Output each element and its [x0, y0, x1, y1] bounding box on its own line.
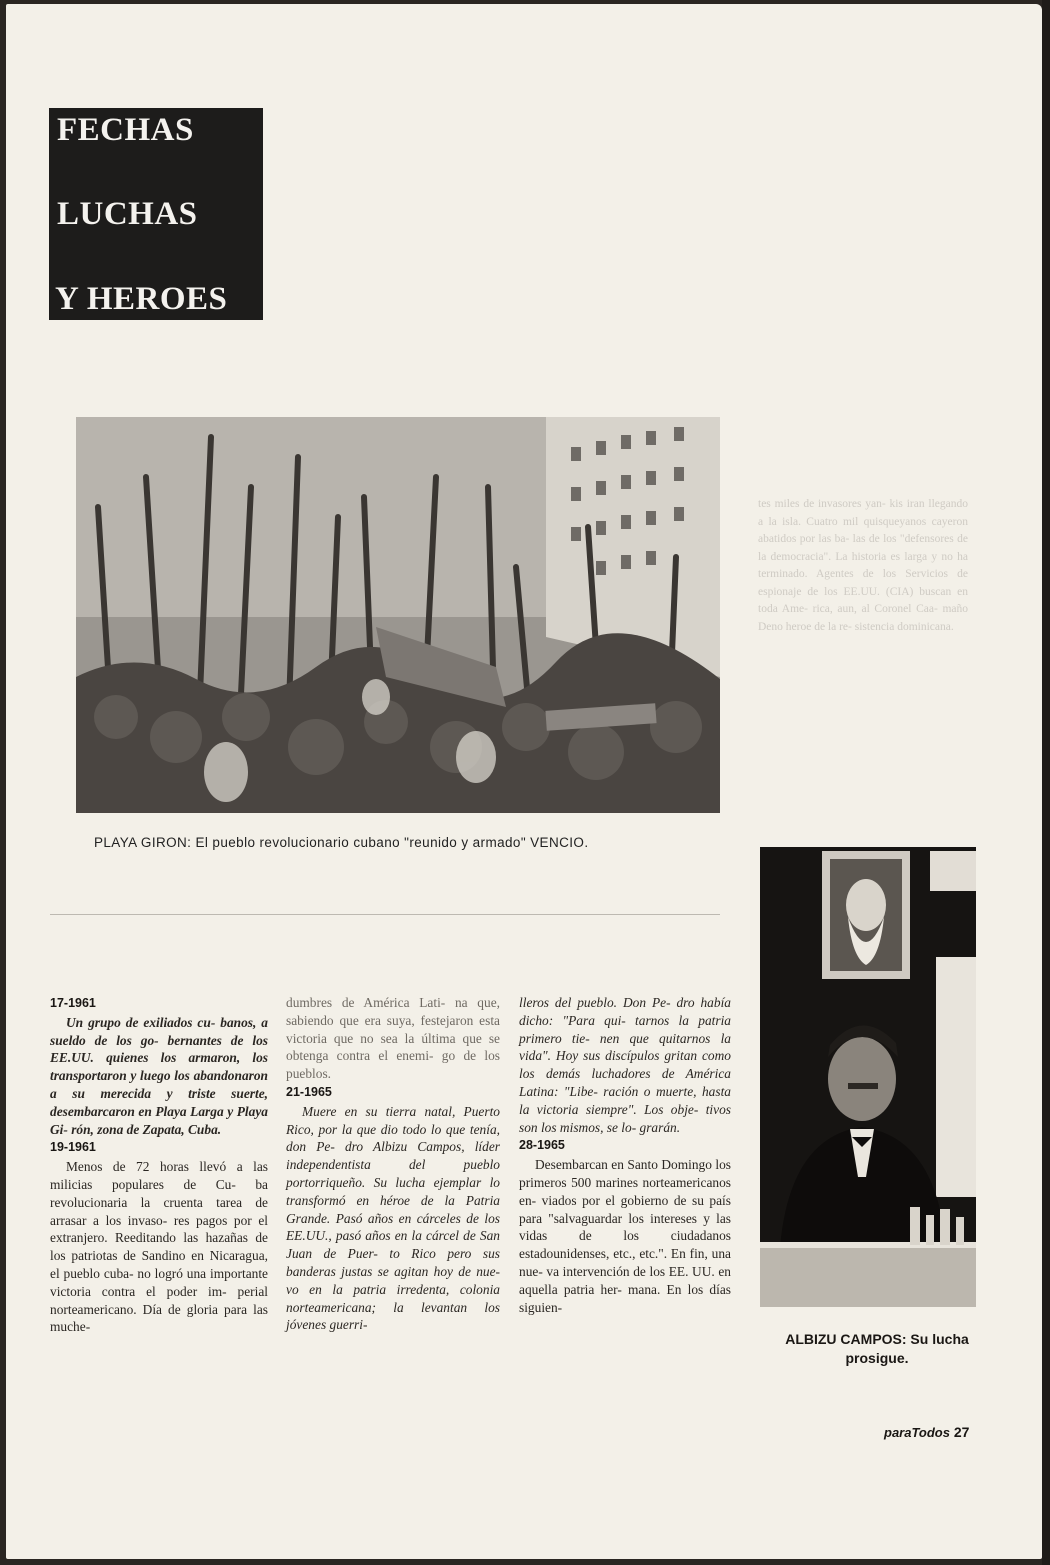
- page-number: 27: [953, 1424, 970, 1440]
- portrait-caption: ALBIZU CAMPOS: Su lucha prosigue.: [785, 1331, 969, 1366]
- title-line-heroes: Y HEROES: [55, 281, 228, 317]
- title-line-fechas: FECHAS: [57, 112, 194, 148]
- entry-paragraph: Menos de 72 horas llevó a las milicias populares de Cu- ba revolucionaria la cruenta tarea de arrasar a los invaso- res pagos por el extranjero. Reeditando las hazañas de los patriotas de Sandino en Nicaragua, el pueblo cuba- no logró una importante victoria contra el poder im- perial norteamericano. Día de gloria para las muche-: [50, 1159, 268, 1335]
- entry-date: 28-1965: [519, 1138, 565, 1153]
- entry-paragraph: dumbres de América Lati- na que, sabiendo que era suya, festejaron esta victoria que no sea la última que se obtenga contra el enemi- go de los pueblos.: [286, 995, 500, 1082]
- section-divider: [50, 914, 720, 915]
- entry-date: 17-1961: [50, 996, 96, 1010]
- entry-paragraph: Un grupo de exiliados cu- banos, a sueldo de los go- bernantes de los EE.UU. quienes los armaron, los transportaron y luego los abandonaron a su merecida y triste suerte, desembarcaron en Playa Larga y Playa Gi- rón, zona de Zapata, Cuba.: [50, 1014, 268, 1137]
- title-block: [49, 108, 263, 320]
- page-folio: [884, 1424, 969, 1440]
- entry-paragraph: Muere en su tierra natal, Puerto Rico, por la que dio todo lo que tenía, don Pe- dro Albizu Campos, líder independentista del pueblo portorriqueño. Su lucha ejemplar lo transformó en héroe de la Patria Grande. Pasó años en cárceles de los EE.UU., pasó años en la cárcel de San Juan de Puer- to Rico pero sus banderas justas se agitan hoy de nue- vo en la patria irredenta, colonia norteamericana; la levantan los jóvenes guerri-: [286, 1103, 500, 1333]
- photo-caption: PLAYA GIRON: El pueblo revolucionario cubano "reunido y armado" VENCIO.: [94, 835, 589, 850]
- magazine-page: [6, 4, 1042, 1559]
- text-column-2: [286, 994, 500, 1334]
- albizu-campos-portrait: [760, 847, 976, 1307]
- entry-date: 21-1965: [286, 1084, 332, 1099]
- entry-paragraph: lleros del pueblo. Don Pe- dro había dicho: "Para qui- tarnos la patria primero tie- nen que quitarnos la vida". Hoy sus discípulos gritan como los demás luchadores de América Latina: "Libe- ración o muerte, hasta la victoria siempre". Los obje- tivos son los mismos, se lo- grarán.: [519, 995, 731, 1135]
- text-column-1: [50, 994, 268, 1336]
- entry-paragraph: Desembarcan en Santo Domingo los primeros 500 marines norteamericanos en- viados por el gobierno de su país para "salvaguardar los intereses y las vidas de los ciudadanos estadounidenses, etc., etc.". En fin, una nue- va intervención de los EE. UU. en aquella patria her- mana. En los días siguien-: [519, 1157, 731, 1315]
- text-column-3: [519, 994, 731, 1316]
- entry-date: 19-1961: [50, 1140, 96, 1155]
- title-line-luchas: LUCHAS: [57, 196, 198, 232]
- magazine-name: paraTodos: [884, 1425, 950, 1440]
- playa-giron-photo: [76, 417, 720, 813]
- page-edge-shadow: [1042, 0, 1050, 1565]
- faded-sidebar-text: tes miles de invasores yan- kis iran llegando a la isla. Cuatro mil quisqueyanos cayeron abatidos por las ba- las de los "defensores de la democracia". La historia es larga y no ha terminado. Agentes de los Servicios de espionaje de los EE.UU. (CIA) buscan en toda Ame- rica, aun, al Coronel Caa- maño Deno heroe de la re- sistencia dominicana.: [758, 498, 968, 633]
